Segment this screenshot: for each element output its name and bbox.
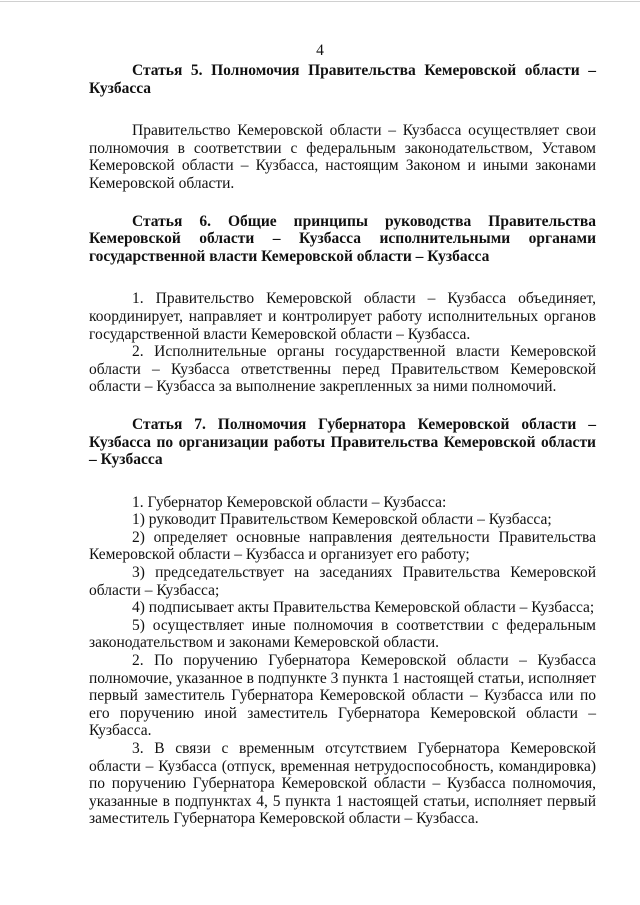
article-7-paragraph: 5) осуществляет иные полномочия в соответствии с федеральным законодательством и законами Кемеровской области. [89,616,596,652]
article-7-paragraph: 2. По поручению Губернатора Кемеровской области – Кузбасса полномочие, указанное в подпункте 3 пункта 1 настоящей статьи, исполняет первый заместитель Губернатора Кемеровской области – Кузбасса или по его поручению иной заместитель Губернатора Кемеровской области – Кузбасса. [89,652,596,740]
document-body [89,62,596,828]
article-7-heading: Статья 7. Полномочия Губернатора Кемеровской области – Кузбасса по организации работы Правительства Кемеровской области – Кузбасса [89,415,596,469]
article-7-paragraph: 1. Губернатор Кемеровской области – Кузбасса: [132,493,447,511]
article-7-paragraph: 1) руководит Правительством Кемеровской области – Кузбасса; [132,511,552,529]
article-7-paragraph: 3. В связи с временным отсутствием Губернатора Кемеровской области – Кузбасса (отпуск, временная нетрудоспособность, командировка) по поручению Губернатора Кемеровской области – Кузбасса полномочия, указанные в подпунктах 4, 5 пункта 1 настоящей статьи, исполняет первый заместитель Губернатора Кемеровской области – Кузбасса. [89,740,596,828]
article-5-heading: Статья 5. Полномочия Правительства Кемеровской области – Кузбасса [89,62,596,97]
article-7-paragraph: 3) председательствует на заседаниях Правительства Кемеровской области – Кузбасса; [89,564,596,599]
article-7-paragraph: 2) определяет основные направления деятельности Правительства Кемеровской области – Кузбасса и организует его работу; [89,528,596,564]
article-5-paragraph: Правительство Кемеровской области – Кузбасса осуществляет свои полномочия в соответствии с федеральным законодательством, Уставом Кемеровской области – Кузбасса, настоящим Законом и иными законами Кемеровской области. [89,122,596,192]
page-number: 4 [316,42,324,59]
article-6-paragraph: 1. Правительство Кемеровской области – Кузбасса объединяет, координирует, направляет и контролирует работу исполнительных органов государственной власти Кемеровской области – Кузбасса. [89,290,596,343]
article-6-heading: Статья 6. Общие принципы руководства Правительства Кемеровской области – Кузбасса исполнительными органами государственной власти Кемеровской области – Кузбасса [89,212,596,265]
article-7-paragraph: 4) подписывает акты Правительства Кемеровской области – Кузбасса; [132,599,595,617]
scan-edge-line [0,1,640,2]
article-6-paragraph: 2. Исполнительные органы государственной власти Кемеровской области – Кузбасса ответственны перед Правительством Кемеровской области – Кузбасса за выполнение закрепленных за ними полномочий. [89,343,596,396]
